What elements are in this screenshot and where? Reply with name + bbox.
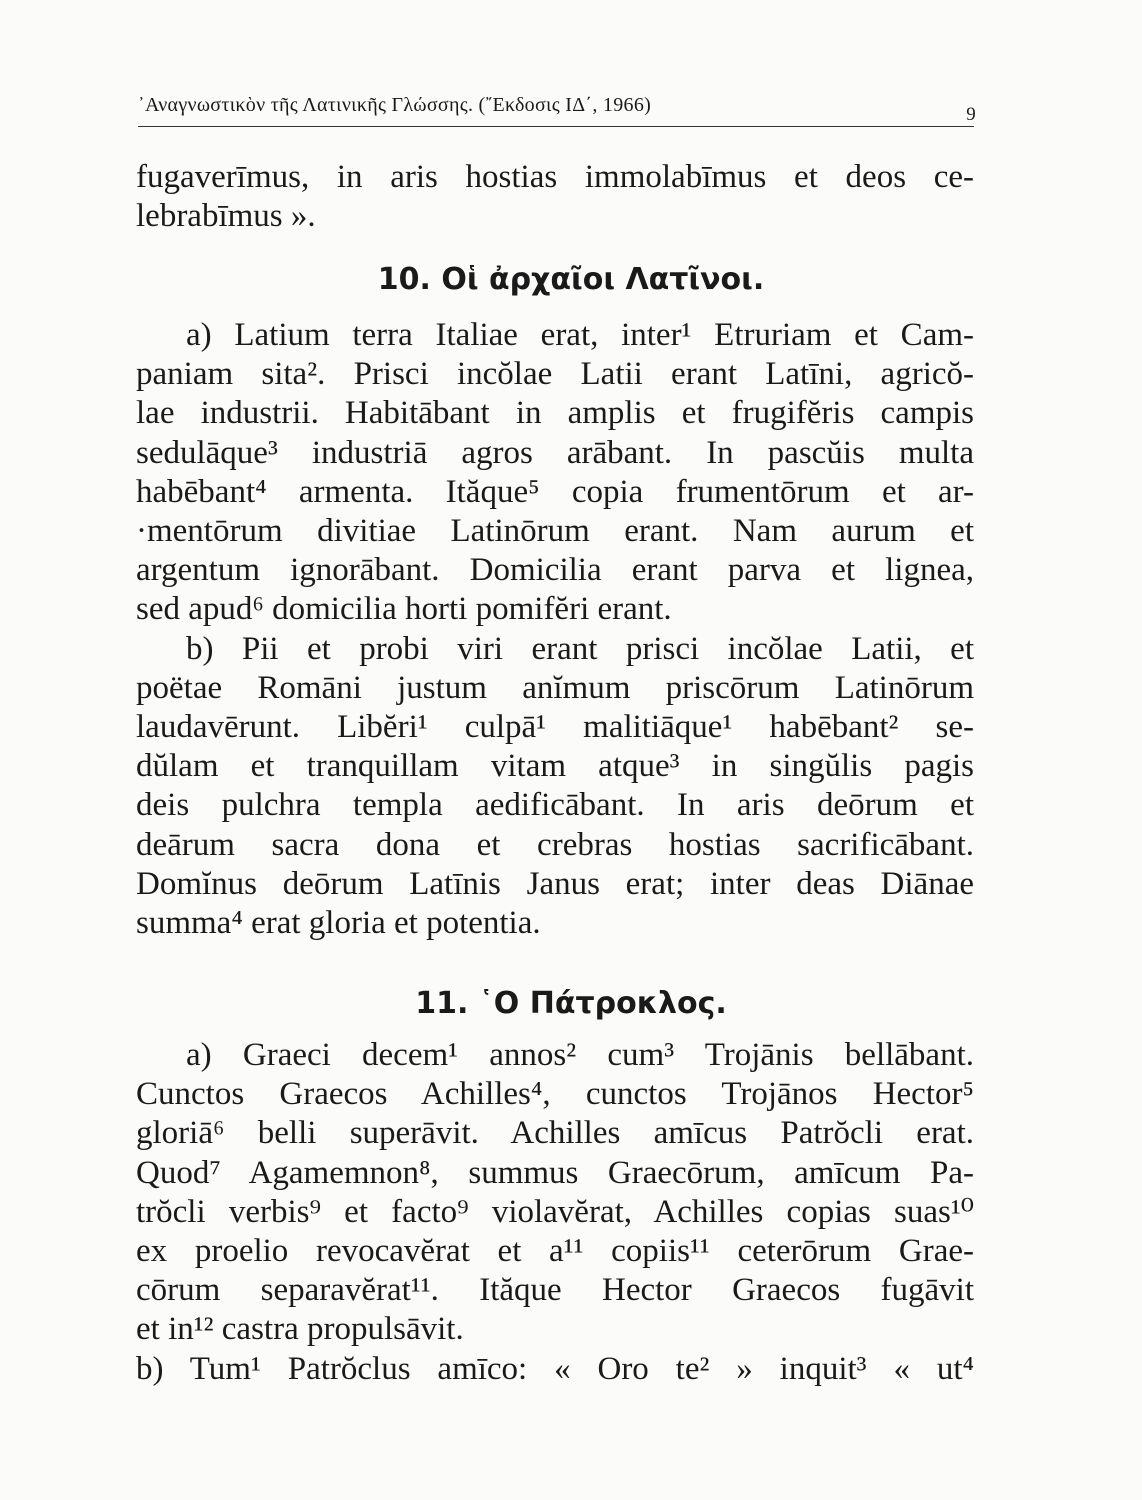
text-line: cōrum separavĕrat¹¹. Ităque Hector Graecos fugāvit	[136, 1272, 974, 1309]
text-line: deārum sacra dona et crebras hostias sacrificābant.	[136, 826, 974, 863]
text-line: trŏcli verbis⁹ et facto⁹ violavĕrat, Achilles copias suas¹⁰	[136, 1193, 974, 1230]
text-line: b) Tum¹ Patrŏclus amīco: « Oro te² » inquit³ « ut⁴	[136, 1350, 974, 1387]
text-line: a) Latium terra Italiae erat, inter¹ Etruriam et Cam-	[186, 317, 974, 353]
text-line: et in¹² castra propulsāvit.	[136, 1311, 464, 1348]
text-line: gloriā⁶ belli superāvit. Achilles amīcus Patrŏcli erat.	[136, 1115, 974, 1152]
text-line: habēbant⁴ armenta. Ităque⁵ copia frumentōrum et ar-	[136, 473, 974, 510]
text-line: dŭlam et tranquillam vitam atque³ in singŭlis pagis	[136, 748, 974, 785]
section-11-heading: 11. ῾Ο Πάτροκλος.	[415, 986, 727, 1021]
text-line: Quod⁷ Agamemnon⁸, summus Graecōrum, amīcum Pa-	[136, 1154, 974, 1191]
text-line: deis pulchra templa aedificābant. In aris deōrum et	[136, 787, 974, 824]
text-line: sedulāque³ industriā agros arābant. In pascŭis multa	[136, 434, 974, 471]
text-line: ·mentōrum divitiae Latinōrum erant. Nam aurum et	[136, 513, 974, 550]
text-line: lebrabīmus ».	[136, 198, 316, 235]
text-line: Domĭnus deōrum Latīnis Janus erat; inter deas Diānae	[136, 865, 974, 902]
section-10-body	[136, 316, 974, 943]
text-line: poëtae Romāni justum anĭmum priscōrum Latinōrum	[136, 669, 974, 706]
text-line: b) Pii et probi viri erant prisci incŏlae Latii, et	[186, 630, 974, 667]
text-line: ex proelio revocavĕrat et a¹¹ copiis¹¹ ceterōrum Grae-	[136, 1233, 974, 1270]
text-line: Cunctos Graecos Achilles⁴, cunctos Trojānos Hector⁵	[136, 1076, 974, 1113]
text-line: laudavērunt. Libĕri¹ culpā¹ malitiāque¹ habēbant² se-	[136, 709, 974, 746]
page-number: 9	[966, 104, 976, 125]
text-line: a) Graeci decem¹ annos² cum³ Trojānis bellābant.	[186, 1037, 974, 1073]
text-line: lae industrii. Habitābant in amplis et frugifĕris campis	[136, 395, 974, 432]
running-header	[138, 88, 976, 128]
text-line: sed apud⁶ domicilia horti pomifĕri erant.	[136, 591, 672, 628]
text-line: paniam sita². Prisci incŏlae Latii erant Latīni, agricŏ-	[136, 356, 974, 393]
section-10-heading: 10. Οἱ ἀρχαῖοι Λατῖνοι.	[377, 262, 765, 297]
section-11-body	[136, 1036, 974, 1389]
header-title: ᾿Αναγνωστικὸν τῆς Λατινικῆς Γλώσσης. (῎Εκδοσις ΙΔ΄, 1966)	[138, 94, 652, 116]
text-line: argentum ignorābant. Domicilia erant parva et lignea,	[136, 552, 974, 589]
text-line: fugaverīmus, in aris hostias immolabīmus et deos ce-	[136, 159, 974, 195]
continuation-paragraph	[136, 158, 974, 236]
text-line: summa⁴ erat gloria et potentia.	[136, 905, 541, 942]
header-rule	[138, 126, 974, 127]
